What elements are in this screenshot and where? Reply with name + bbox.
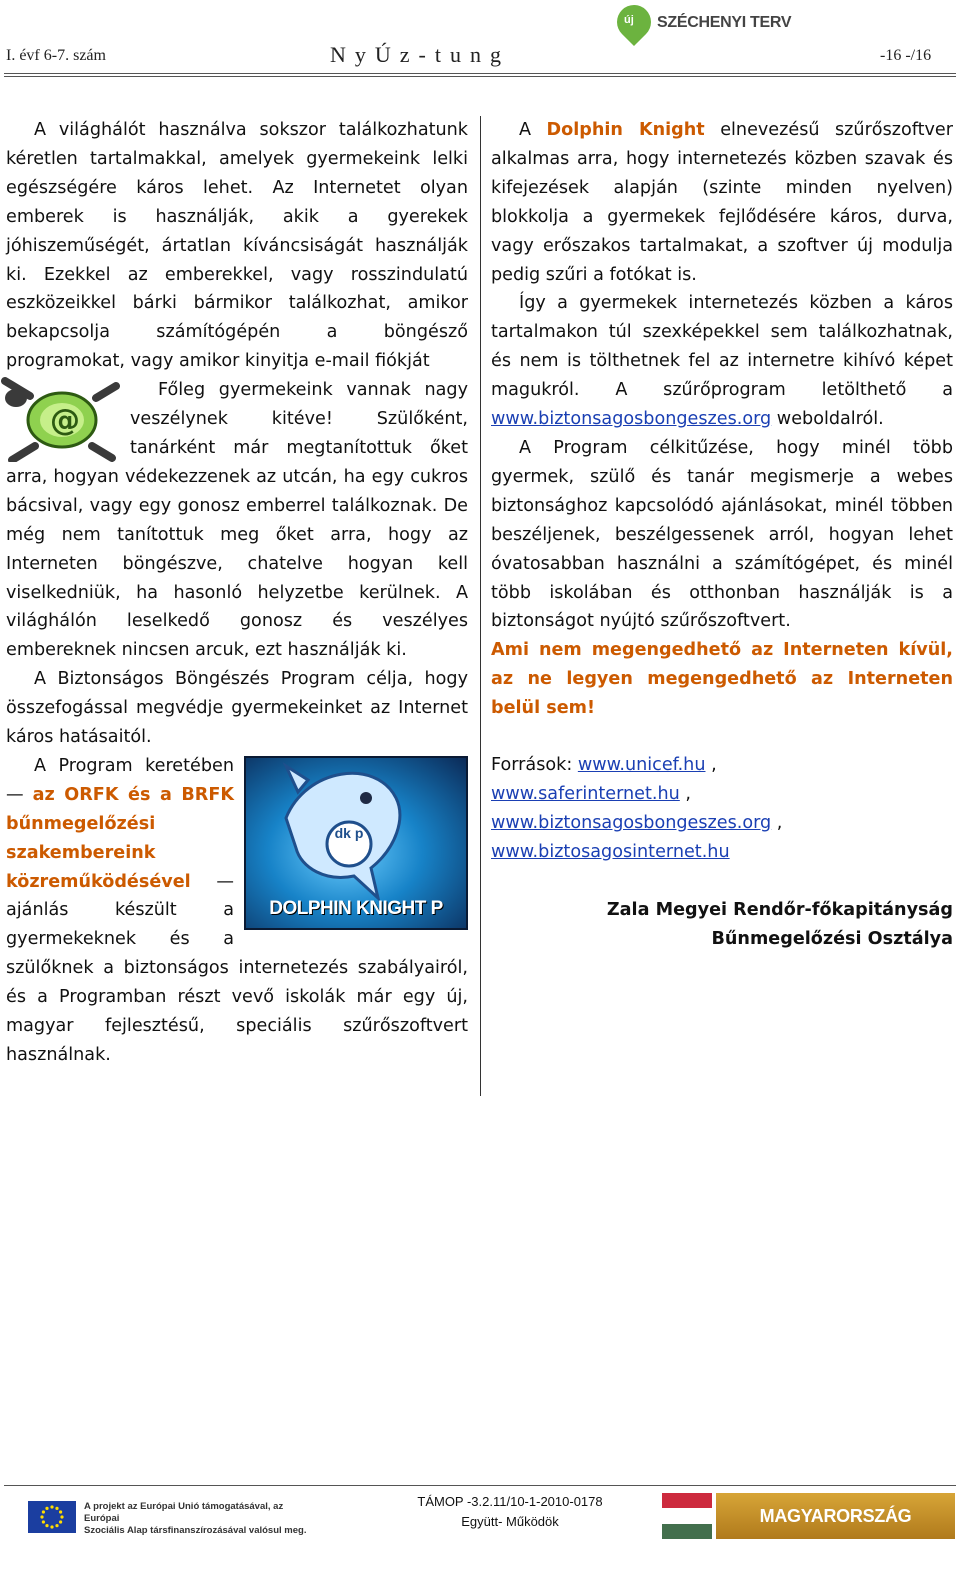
eu-text-line: Szociális Alap társfinanszírozásával valósul meg. bbox=[84, 1525, 307, 1536]
text-span: A bbox=[519, 120, 547, 140]
biztonsagos-link[interactable]: www.biztonsagosbongeszes.org bbox=[491, 409, 772, 430]
hungarian-flag-icon bbox=[662, 1493, 712, 1539]
logo-text: SZÉCHENYI TERV bbox=[657, 14, 792, 31]
header-rule bbox=[4, 73, 956, 74]
sources-list bbox=[491, 751, 953, 867]
source-link-biztonsagosbongeszes[interactable]: www.biztonsagosbongeszes.org bbox=[491, 812, 772, 833]
paragraph: A Biztonságos Böngészés Program célja, hogy összefogással megvédje gyermekeinket az Internet káros hatásaitól. bbox=[6, 669, 468, 748]
signature bbox=[491, 896, 953, 954]
paragraph: Főleg gyermekeink vannak nagy veszélynek kitéve! Szülőként, tanárként már megtanítottuk őket arra, hogyan védekezzenek az utcán, ha egy cukros bácsival, vagy egy gonosz emberrel találkoznak. De még nem tanítottuk meg őket arra, hogy az Interneten böngészve, chatelve hogyan kell viselkedniük, ha hasonló helyzetbe kerülnek. A világhálón leselkedő gonosz és veszélyes embereknek nincsen arcuk, ezt használják ki. bbox=[6, 380, 468, 661]
left-column bbox=[6, 116, 468, 1070]
paragraph bbox=[491, 289, 953, 434]
sources-line: Források: www.unicef.hu , bbox=[491, 755, 717, 776]
source-link-saferinternet[interactable]: www.saferinternet.hu bbox=[491, 783, 680, 804]
project-code: TÁMOP -3.2.11/10-1-2010-0178 bbox=[417, 1494, 603, 1509]
eu-stars-icon bbox=[28, 1501, 76, 1533]
brand-name: Dolphin Knight bbox=[546, 120, 705, 140]
eu-logo bbox=[20, 1495, 310, 1539]
right-column bbox=[491, 116, 953, 953]
dolphin-caption: DOLPHIN KNIGHT P bbox=[269, 898, 443, 920]
eu-flag-icon bbox=[28, 1501, 76, 1533]
sources-label: Források: bbox=[491, 755, 578, 776]
text-span: weboldalról. bbox=[771, 409, 884, 430]
paragraph bbox=[491, 116, 953, 289]
logo-badge: új bbox=[624, 14, 634, 26]
text-span: elnevezésű szűrőszoftver alkalmas arra, hogy internetezés közben szavak és kifejezések alapján (szinte minden nyelven) blokkolja a gyermekek fejlődésére káros, durva, vagy erőszakos tartalmakat, a szoftver új modulja pedig szűri a fotókat is. bbox=[491, 120, 953, 285]
eu-text-line: A projekt az Európai Unió támogatásával, az Európai bbox=[84, 1501, 284, 1524]
signature-line-1: Zala Megyei Rendőr-főkapitányság bbox=[606, 899, 953, 920]
highlighted-text: az ORFK és a BRFK bűnmegelőzési szakembereink közreműködésével bbox=[6, 784, 235, 892]
paragraph: A Program célkitűzése, hogy minél több gyermek, szülő és tanár megismerje a webes biztonsághoz kapcsolódó ajánlásokat, minél többen beszéljenek, beszélgessenek arról, hogyan lehet óvatosabban használni a számítógépet, és minél több iskolában és otthonban használják is a biztonságot nyújtó szűrőszoftvert. bbox=[491, 437, 953, 632]
project-name: Együtt- Működök bbox=[461, 1514, 559, 1529]
magyarorszag-megujul-logo bbox=[660, 1491, 955, 1572]
header-rule-2 bbox=[4, 76, 956, 77]
warning-text: Ami nem megengedhető az Interneten kívül, az ne legyen megengedhető az Interneten belül sem! bbox=[491, 640, 953, 719]
text-span: Így a gyermekek internetezés közben a káros tartalmakon túl szexképekkel sem találkozhatnak, és nem is tölthetnek fel az internetre kihívó képet magukról. A szűrőprogram letölthető a bbox=[491, 293, 953, 401]
sources-line: www.biztonsagosbongeszes.org , bbox=[491, 812, 783, 833]
footer-rule bbox=[4, 1485, 956, 1486]
sources-line: www.saferinternet.hu , bbox=[491, 783, 691, 804]
eu-funding-text bbox=[84, 1501, 310, 1537]
column-divider bbox=[480, 116, 481, 1096]
signature-line-2: Bűnmegelőzési Osztálya bbox=[711, 928, 953, 949]
svg-text:@: @ bbox=[50, 403, 80, 439]
szechenyi-terv-logo bbox=[617, 5, 797, 55]
banner-text: MAGYARORSZÁG MEGÚJUL bbox=[716, 1493, 955, 1539]
sources-line bbox=[491, 838, 953, 867]
issue-label: I. évf 6-7. szám bbox=[6, 47, 106, 64]
source-link-unicef[interactable]: www.unicef.hu bbox=[577, 755, 706, 776]
turtle-icon bbox=[0, 376, 124, 462]
project-info bbox=[380, 1492, 640, 1532]
map-pin-icon bbox=[610, 0, 658, 46]
source-link-biztosagosinternet[interactable]: www.biztosagosinternet.hu bbox=[491, 841, 730, 862]
paragraph: A világhálót használva sokszor találkozhatunk kéretlen tartalmakkal, amelyek gyermekeink lelki egészségére káros lehet. Az Internetet olyan emberek is használják, akik a gyerekek jóhiszeműségét, ártatlan kíváncsiságát használják ki. Ezekkel az emberekkel, vagy rosszindulatú eszközeikkel bárki bármikor találkozhat, amikor bekapcsolja számítógépén a böngésző programokat, vagy amikor kinyitja e-mail fiókját bbox=[6, 120, 468, 372]
text-span: A Program keretében — bbox=[6, 755, 234, 805]
dolphin-knight-image bbox=[244, 756, 468, 930]
text-span: — ajánlás készült a gyermekeknek és a szülőknek a biztonságos internetezés szabályairól, és a Programban részt vevő iskolák már egy új, magyar fejlesztésű, speciális szűrőszoftvert használnak. bbox=[6, 871, 468, 1065]
page-number: -16 -/16 bbox=[880, 47, 932, 64]
dkp-badge: dk p bbox=[334, 824, 364, 841]
newsletter-title: NyÚz-tung bbox=[330, 42, 510, 67]
